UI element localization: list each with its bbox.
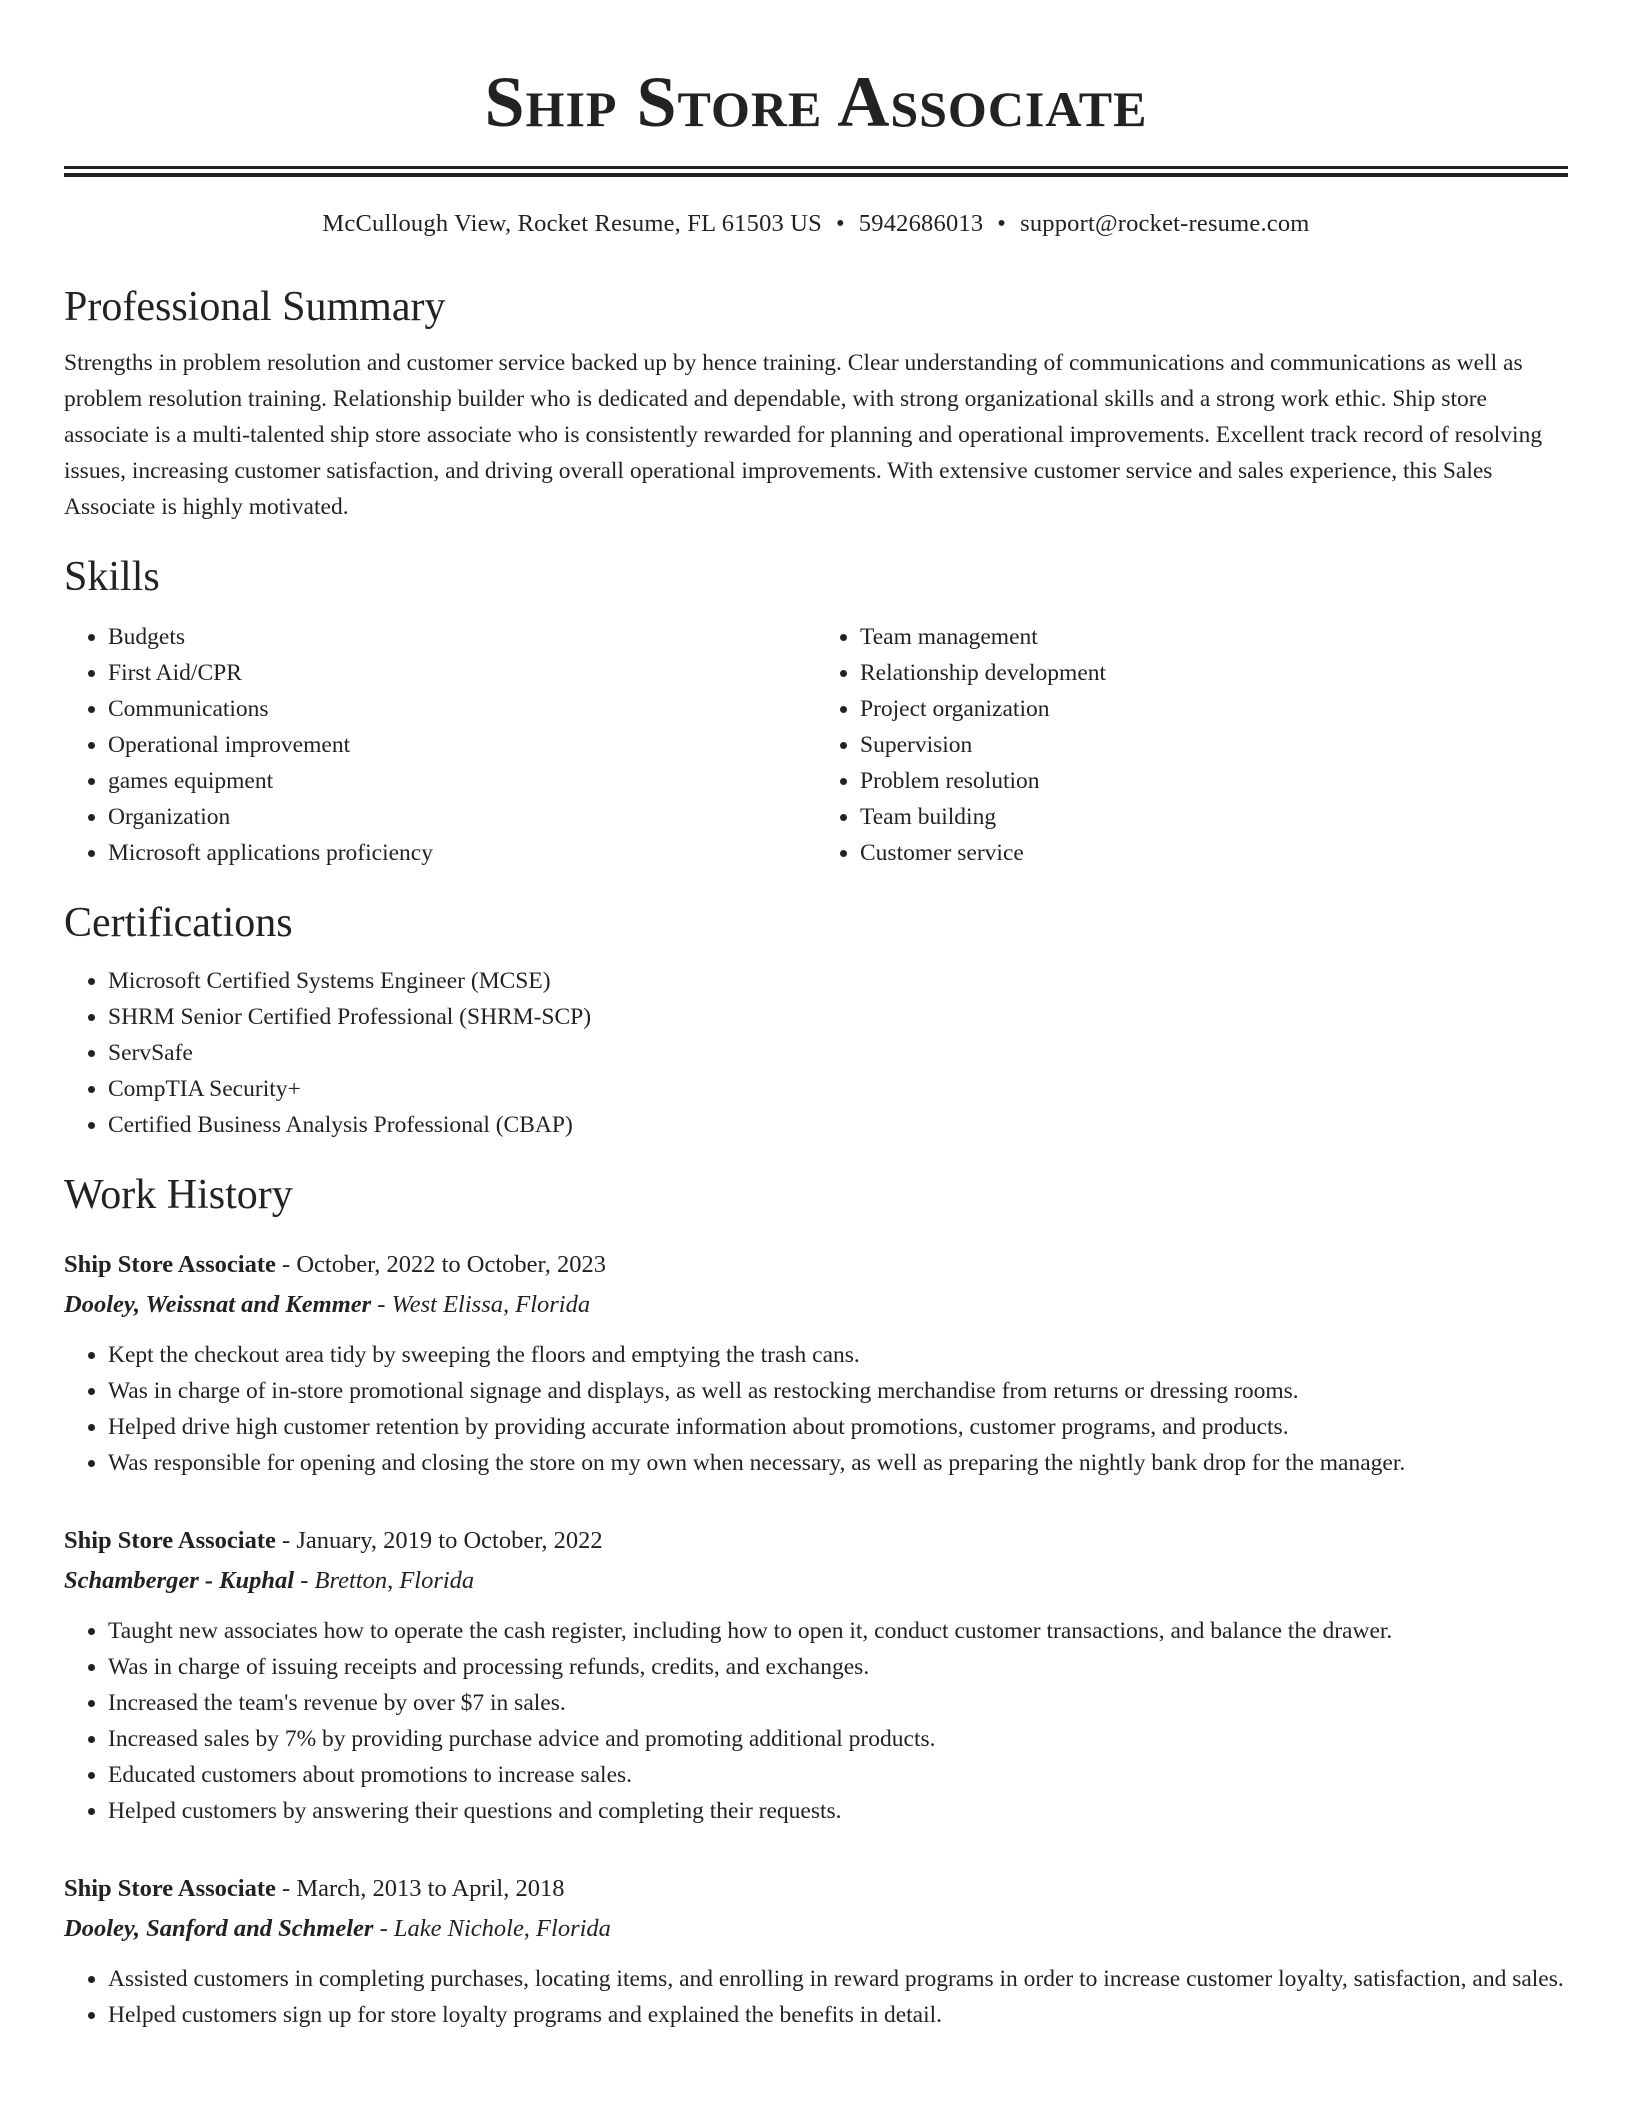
job-dates: March, 2013 to April, 2018 [296, 1875, 565, 1902]
certification-item: • Certified Business Analysis Professional (CBAP) [108, 1107, 1568, 1143]
job-duty: • Was responsible for opening and closing the store on my own when necessary, as well as preparing the nightly bank drop for the manager. [108, 1445, 1568, 1481]
job-entry [64, 1245, 1568, 1481]
skill-item: • Problem resolution [860, 763, 1568, 799]
skill-item: • Budgets [108, 619, 816, 655]
summary-text: Strengths in problem resolution and customer service backed up by hence training. Clear understanding of communications and communications as well as problem resolution training. Relationship builder who is dedicated and dependable, with strong organizational skills and a strong work ethic. Ship store associate is a multi-talented ship store associate who is consistently rewarded for planning and operational improvements. Excellent track record of resolving issues, increasing customer satisfaction, and driving overall operational improvements. With extensive customer service and sales experience, this Sales Associate is highly motivated. [64, 350, 1543, 520]
job-title-line: Ship Store Associate - January, 2019 to October, 2022 [64, 1527, 603, 1554]
job-duty: • Increased sales by 7% by providing purchase advice and promoting additional products. [108, 1721, 1568, 1757]
job-role: Ship Store Associate [64, 1251, 276, 1278]
job-entry [64, 1869, 1568, 2033]
contact-separator: • [997, 210, 1007, 237]
job-company: Schamberger - Kuphal [64, 1567, 295, 1594]
skill-item: • Customer service [860, 835, 1568, 871]
job-company: Dooley, Sanford and Schmeler [64, 1915, 374, 1942]
skill-item: • Team management [860, 619, 1568, 655]
job-duty: • Helped drive high customer retention by providing accurate information about promotions, customer programs, and products. [108, 1409, 1568, 1445]
job-title-line: Ship Store Associate - October, 2022 to October, 2023 [64, 1251, 606, 1278]
certifications-list [64, 963, 1568, 1143]
job-duty: • Educated customers about promotions to increase sales. [108, 1757, 1568, 1793]
job-duty: • Was in charge of issuing receipts and processing refunds, credits, and exchanges. [108, 1649, 1568, 1685]
certification-item: • CompTIA Security+ [108, 1071, 1568, 1107]
job-duty: • Kept the checkout area tidy by sweeping the floors and emptying the trash cans. [108, 1337, 1568, 1373]
skill-item: • Supervision [860, 727, 1568, 763]
job-company: Dooley, Weissnat and Kemmer [64, 1291, 372, 1318]
job-company-line: Dooley, Sanford and Schmeler - Lake Nichole, Florida [64, 1915, 611, 1942]
job-role: Ship Store Associate [64, 1875, 276, 1902]
contact-line [64, 207, 1568, 241]
certification-item: • ServSafe [108, 1035, 1568, 1071]
skill-item: • Project organization [860, 691, 1568, 727]
job-duty: • Assisted customers in completing purchases, locating items, and enrolling in reward programs in order to increase customer loyalty, satisfaction, and sales. [108, 1961, 1568, 1997]
skills-list-right [816, 619, 1568, 871]
certification-item: • SHRM Senior Certified Professional (SHRM-SCP) [108, 999, 1568, 1035]
contact-email: support@rocket-resume.com [1020, 210, 1310, 237]
job-location: West Elissa, Florida [391, 1291, 591, 1318]
job-title-line: Ship Store Associate - March, 2013 to April, 2018 [64, 1875, 565, 1902]
certification-item: • Microsoft Certified Systems Engineer (MCSE) [108, 963, 1568, 999]
contact-separator: • [836, 210, 845, 237]
job-dates: October, 2022 to October, 2023 [296, 1251, 606, 1278]
contact-address: McCullough View, Rocket Resume, FL 61503 US [322, 210, 823, 237]
skill-item: • Relationship development [860, 655, 1568, 691]
summary-heading: Professional Summary [64, 284, 446, 330]
contact-phone: 5942686013 [858, 210, 984, 237]
job-role: Ship Store Associate [64, 1527, 276, 1554]
skills-list-left [64, 619, 816, 871]
job-duties-list [64, 1337, 1568, 1481]
job-duty: • Was in charge of in-store promotional signage and displays, as well as restocking merchandise from returns or dressing rooms. [108, 1373, 1568, 1409]
skills-column-right [816, 619, 1568, 871]
job-location: Bretton, Florida [314, 1567, 475, 1594]
skill-item: • First Aid/CPR [108, 655, 816, 691]
skills-heading: Skills [64, 554, 160, 600]
skill-item: • Communications [108, 691, 816, 727]
skill-item: • Operational improvement [108, 727, 816, 763]
job-duties-list [64, 1613, 1568, 1829]
job-company-line: Dooley, Weissnat and Kemmer - West Elissa, Florida [64, 1291, 591, 1318]
skills-column-left [64, 619, 816, 871]
title-divider [64, 166, 1568, 177]
skill-item: • Team building [860, 799, 1568, 835]
job-dates: January, 2019 to October, 2022 [296, 1527, 603, 1554]
job-entry [64, 1521, 1568, 1829]
job-company-line: Schamberger - Kuphal - Bretton, Florida [64, 1567, 475, 1594]
work-history-heading: Work History [64, 1172, 293, 1218]
skill-item: • Organization [108, 799, 816, 835]
certifications-heading: Certifications [64, 900, 293, 946]
skill-item: • Microsoft applications proficiency [108, 835, 816, 871]
job-duties-list [64, 1961, 1568, 2033]
job-location: Lake Nichole, Florida [393, 1915, 611, 1942]
job-duty: • Helped customers by answering their questions and completing their requests. [108, 1793, 1568, 1829]
job-duty: • Helped customers sign up for store loyalty programs and explained the benefits in detail. [108, 1997, 1568, 2033]
skills-grid [64, 619, 1568, 871]
job-duty: • Increased the team's revenue by over $7 in sales. [108, 1685, 1568, 1721]
skill-item: • games equipment [108, 763, 816, 799]
job-duty: • Taught new associates how to operate the cash register, including how to open it, conduct customer transactions, and balance the drawer. [108, 1613, 1568, 1649]
resume-title: Ship Store Associate [484, 62, 1148, 142]
